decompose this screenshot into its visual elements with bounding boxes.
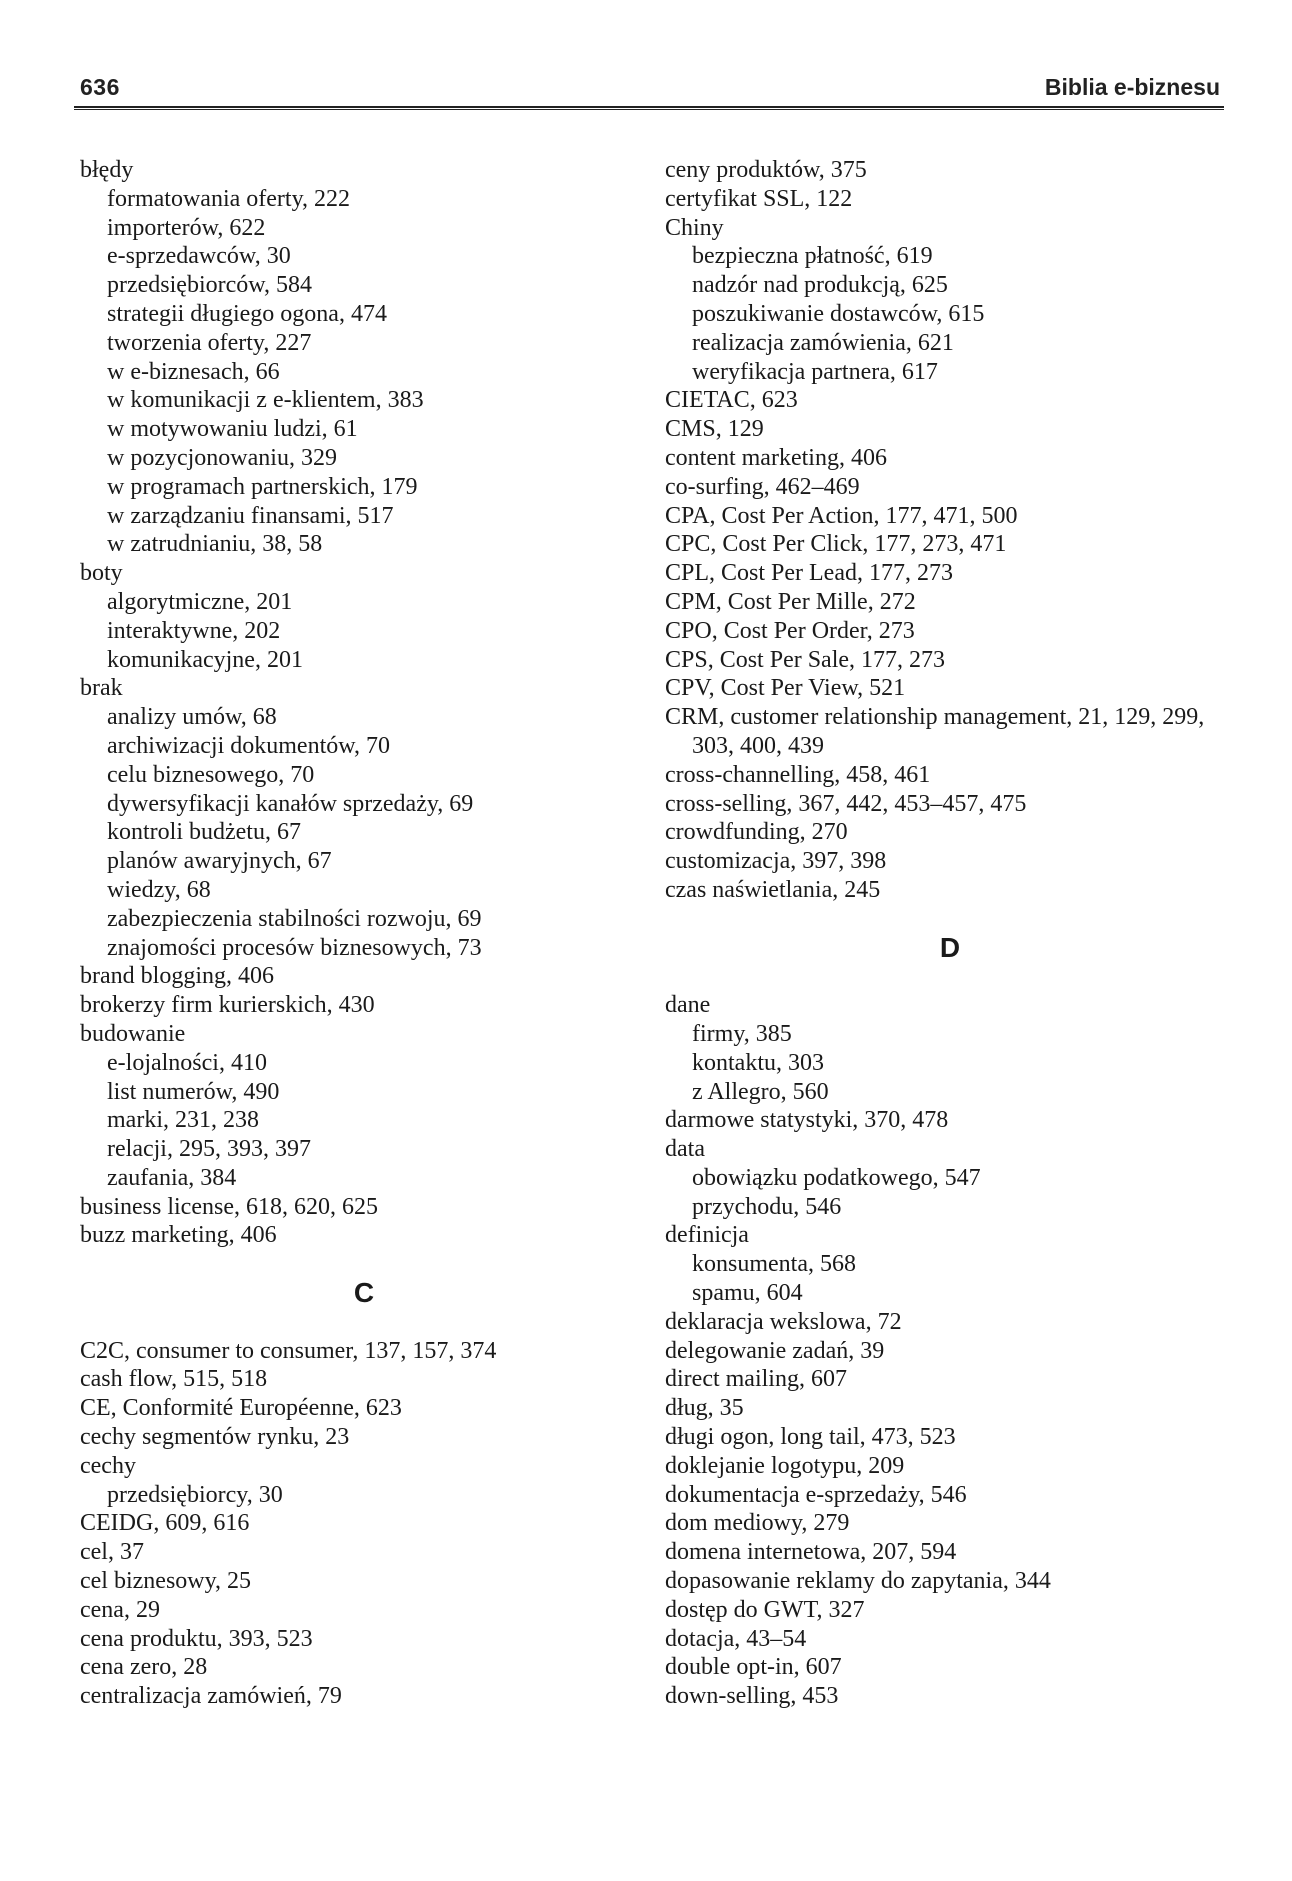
index-subentry: realizacja zamówienia, 621	[692, 329, 954, 356]
header-rule	[74, 106, 1224, 110]
index-entry: dane	[665, 992, 711, 1019]
running-header	[78, 74, 1222, 110]
index-subentry: planów awaryjnych, 67	[107, 848, 332, 875]
index-subentry: relacji, 295, 393, 397	[107, 1136, 311, 1163]
index-entry: CE, Conformité Européenne, 623	[80, 1395, 402, 1422]
index-subentry: w komunikacji z e-klientem, 383	[107, 387, 424, 414]
index-entry: cross-channelling, 458, 461	[665, 761, 931, 788]
index-entry: dokumentacja e-sprzedaży, 546	[665, 1481, 967, 1508]
index-subentry: przychodu, 546	[692, 1193, 842, 1220]
index-entry: definicja	[665, 1222, 749, 1249]
index-entry: CPL, Cost Per Lead, 177, 273	[665, 560, 953, 587]
index-subentry: bezpieczna płatność, 619	[692, 243, 933, 270]
index-entry: content marketing, 406	[665, 444, 887, 471]
index-entry: data	[665, 1136, 705, 1163]
index-subentry: firmy, 385	[692, 1020, 792, 1047]
index-subentry: zabezpieczenia stabilności rozwoju, 69	[107, 905, 482, 932]
index-entry: CPC, Cost Per Click, 177, 273, 471	[665, 531, 1007, 558]
index-entry: CPM, Cost Per Mille, 272	[665, 588, 916, 615]
section-letter: D	[939, 931, 961, 963]
index-subentry: nadzór nad produkcją, 625	[692, 272, 948, 299]
index-entry: co-surfing, 462–469	[665, 473, 860, 500]
index-subentry: weryfikacja partnera, 617	[692, 358, 938, 385]
index-entry: CPS, Cost Per Sale, 177, 273	[665, 646, 946, 673]
index-entry: business license, 618, 620, 625	[80, 1193, 378, 1220]
index-subentry: znajomości procesów biznesowych, 73	[107, 934, 482, 961]
index-entry: darmowe statystyki, 370, 478	[665, 1107, 949, 1134]
index-subentry: obowiązku podatkowego, 547	[692, 1164, 981, 1191]
index-entry: down-selling, 453	[665, 1683, 839, 1710]
index-entry: cena, 29	[80, 1596, 160, 1623]
index-entry: direct mailing, 607	[665, 1366, 847, 1393]
index-subentry: w pozycjonowaniu, 329	[107, 444, 337, 471]
index-subentry: kontroli budżetu, 67	[107, 819, 301, 846]
index-subentry: archiwizacji dokumentów, 70	[107, 732, 391, 759]
index-entry: CPV, Cost Per View, 521	[665, 675, 906, 702]
index-subentry: w e-biznesach, 66	[107, 358, 280, 385]
index-entry: cena produktu, 393, 523	[80, 1625, 313, 1652]
index-subentry: dywersyfikacji kanałów sprzedaży, 69	[107, 790, 474, 817]
index-subentry: komunikacyjne, 201	[107, 646, 303, 673]
index-subentry: marki, 231, 238	[107, 1107, 259, 1134]
index-subentry: w zatrudnianiu, 38, 58	[107, 531, 323, 558]
index-subentry: w programach partnerskich, 179	[107, 473, 418, 500]
index-entry: double opt-in, 607	[665, 1654, 842, 1681]
index-subentry: konsumenta, 568	[692, 1251, 856, 1278]
index-entry: CPA, Cost Per Action, 177, 471, 500	[665, 502, 1018, 529]
index-entry: centralizacja zamówień, 79	[80, 1683, 342, 1710]
index-entry: budowanie	[80, 1020, 186, 1047]
index-subentry: z Allegro, 560	[692, 1078, 829, 1105]
index-entry: C2C, consumer to consumer, 137, 157, 374	[80, 1337, 497, 1364]
index-subentry: formatowania oferty, 222	[107, 185, 351, 212]
book-title: Biblia e-biznesu	[1044, 74, 1220, 100]
index-entry: CMS, 129	[665, 416, 764, 443]
index-subentry: wiedzy, 68	[107, 876, 211, 903]
index-subentry: strategii długiego ogona, 474	[107, 300, 387, 327]
index-entry: ceny produktów, 375	[665, 157, 867, 183]
page-number: 636	[80, 74, 120, 100]
index-subentry: analizy umów, 68	[107, 704, 277, 731]
index-entry: cross-selling, 367, 442, 453–457, 475	[665, 790, 1027, 817]
index-entry: długi ogon, long tail, 473, 523	[665, 1424, 956, 1451]
index-entry: buzz marketing, 406	[80, 1222, 277, 1249]
index-entry: boty	[80, 560, 123, 587]
index-entry: Chiny	[665, 214, 724, 241]
index-subentry: importerów, 622	[107, 214, 266, 241]
index-entry: dług, 35	[665, 1395, 744, 1422]
index-entry: doklejanie logotypu, 209	[665, 1452, 905, 1479]
index-subentry: algorytmiczne, 201	[107, 588, 293, 615]
index-entry: cechy	[80, 1452, 136, 1479]
index-subentry: kontaktu, 303	[692, 1049, 824, 1076]
index-entry: dotacja, 43–54	[665, 1625, 807, 1652]
section-letter: C	[353, 1277, 375, 1309]
index-entry: cena zero, 28	[80, 1654, 208, 1681]
index-subentry: celu biznesowego, 70	[107, 761, 315, 788]
index-entry: certyfikat SSL, 122	[665, 185, 853, 212]
index-entry: cash flow, 515, 518	[80, 1366, 268, 1393]
index-entry: customizacja, 397, 398	[665, 848, 887, 875]
index-entry: cel, 37	[80, 1539, 144, 1566]
index-subentry: w zarządzaniu finansami, 517	[107, 502, 394, 529]
index-entry: delegowanie zadań, 39	[665, 1337, 885, 1364]
index-column-right	[665, 156, 1225, 1711]
index-subentry: w motywowaniu ludzi, 61	[107, 416, 358, 443]
index-entry: brand blogging, 406	[80, 963, 274, 990]
index-subentry: tworzenia oferty, 227	[107, 329, 312, 356]
index-entry: domena internetowa, 207, 594	[665, 1539, 957, 1566]
index-subentry: spamu, 604	[692, 1280, 803, 1307]
index-entry: cel biznesowy, 25	[80, 1568, 252, 1595]
index-entry: CRM, customer relationship management, 21, 129, 299, 303, 400, 439	[665, 704, 1205, 759]
index-entry: crowdfunding, 270	[665, 819, 848, 846]
index-entry: brak	[80, 675, 123, 702]
index-subentry: interaktywne, 202	[107, 617, 281, 644]
index-entry: CIETAC, 623	[665, 387, 798, 414]
index-subentry: list numerów, 490	[107, 1078, 280, 1105]
index-entry: błędy	[80, 157, 134, 183]
index-entry: deklaracja wekslowa, 72	[665, 1308, 902, 1335]
index-subentry: poszukiwanie dostawców, 615	[692, 300, 985, 327]
index-subentry: e-sprzedawców, 30	[107, 243, 291, 270]
index-subentry: zaufania, 384	[107, 1164, 237, 1191]
index-entry: CPO, Cost Per Order, 273	[665, 617, 915, 644]
index-entry: czas naświetlania, 245	[665, 876, 881, 903]
index-entry: dom mediowy, 279	[665, 1510, 850, 1537]
index-entry: CEIDG, 609, 616	[80, 1510, 250, 1537]
index-column-left	[80, 156, 620, 1711]
index-entry: cechy segmentów rynku, 23	[80, 1424, 350, 1451]
index-entry: dostęp do GWT, 327	[665, 1596, 865, 1623]
index-entry: dopasowanie reklamy do zapytania, 344	[665, 1568, 1051, 1595]
index-subentry: przedsiębiorcy, 30	[107, 1481, 283, 1508]
index-entry: brokerzy firm kurierskich, 430	[80, 992, 375, 1019]
index-subentry: e-lojalności, 410	[107, 1049, 267, 1076]
index-subentry: przedsiębiorców, 584	[107, 272, 313, 299]
